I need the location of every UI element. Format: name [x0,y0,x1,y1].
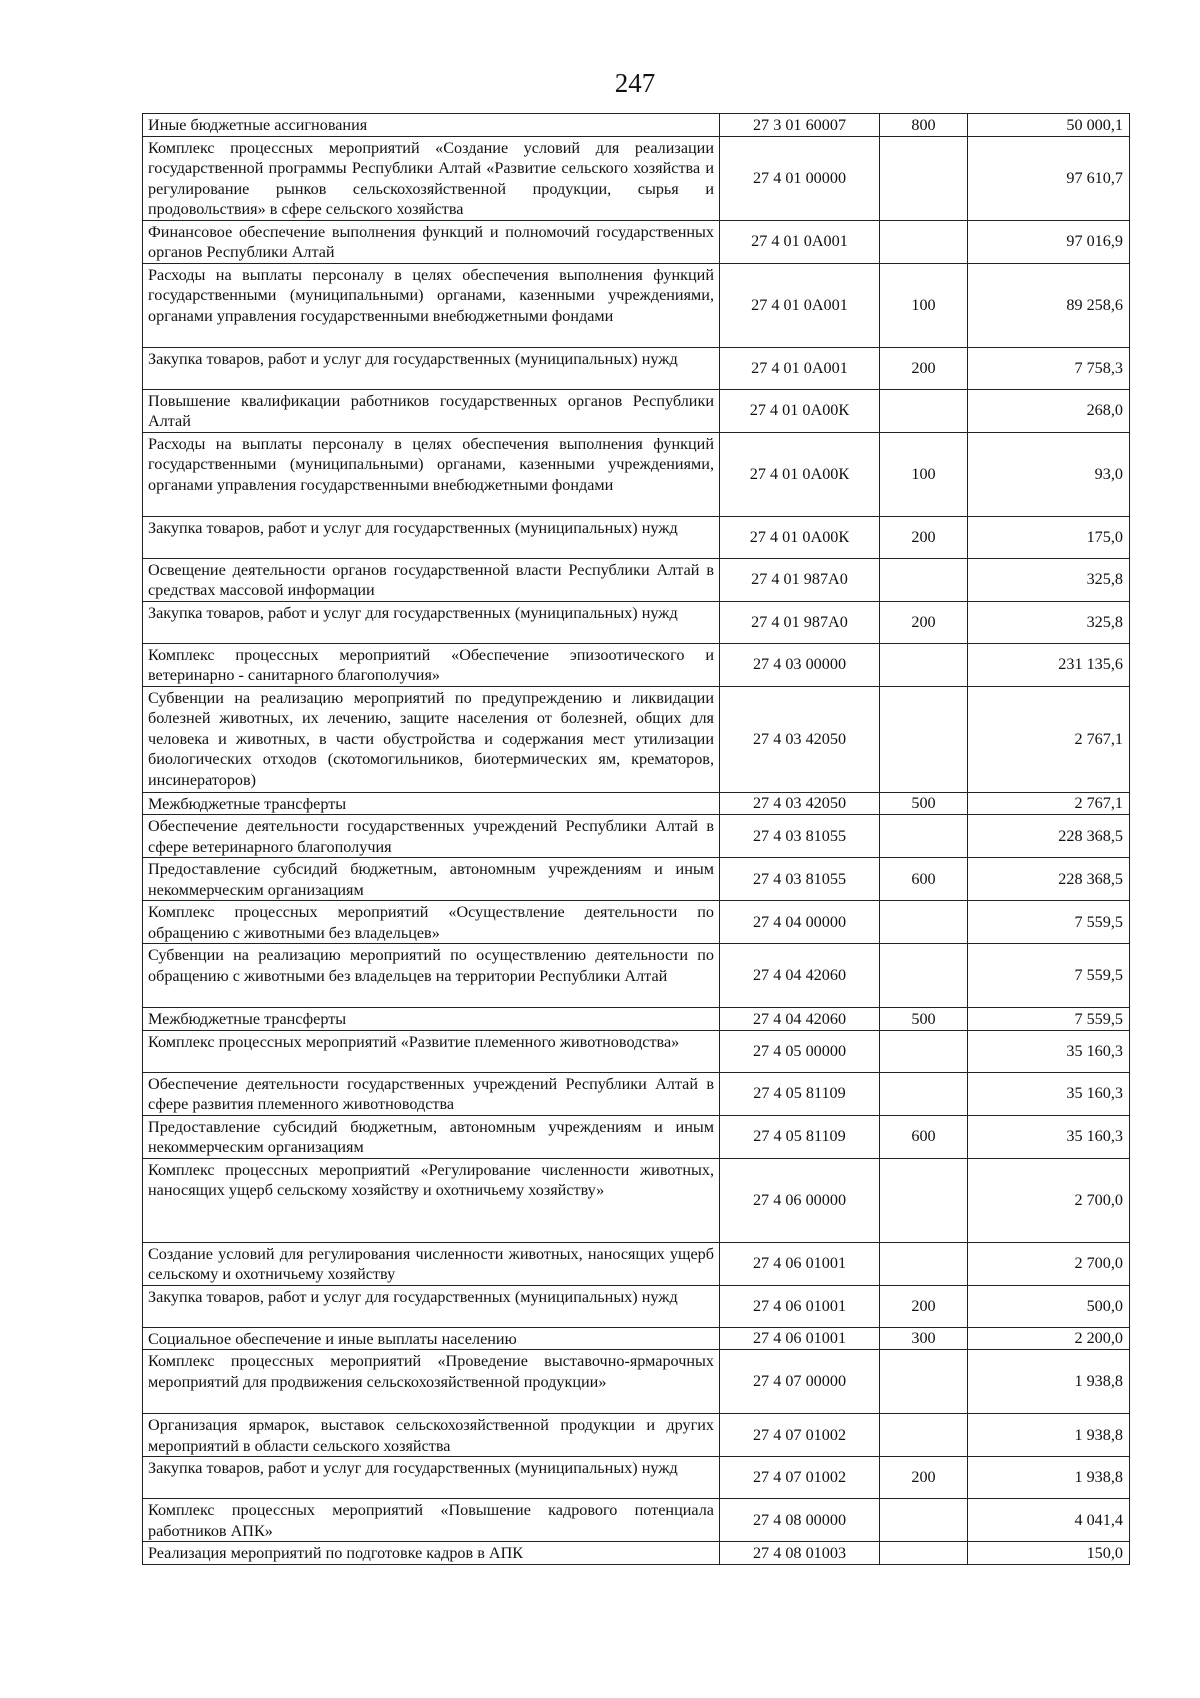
table-row [143,516,1130,558]
row-type [880,1158,968,1242]
row-code: 27 3 01 60007 [720,114,880,137]
row-name: Комплекс процессных мероприятий «Регулирование численности животных, наносящих ущерб сельскому хозяйству и охотничьему хозяйству» [143,1158,720,1242]
row-name: Обеспечение деятельности государственных учреждений Республики Алтай в сфере развития племенного животноводства [143,1072,720,1115]
row-type [880,1242,968,1285]
row-type [880,1414,968,1457]
table-row [143,901,1130,944]
row-amount: 1 938,8 [968,1350,1130,1414]
table-row [143,1008,1130,1031]
row-type [880,558,968,601]
row-name: Предоставление субсидий бюджетным, автономным учреждениям и иным некоммерческим организациям [143,1115,720,1158]
table-row [143,1072,1130,1115]
row-amount: 35 160,3 [968,1072,1130,1115]
row-amount: 2 700,0 [968,1158,1130,1242]
row-type: 200 [880,601,968,643]
row-amount: 93,0 [968,432,1130,516]
table-row [143,220,1130,263]
table-row [143,432,1130,516]
table-row [143,1285,1130,1327]
row-type [880,1542,968,1565]
table-row [143,1242,1130,1285]
row-type: 500 [880,792,968,815]
row-type [880,1072,968,1115]
row-type: 300 [880,1327,968,1350]
table-row [143,601,1130,643]
table-row [143,1158,1130,1242]
row-type: 200 [880,1285,968,1327]
row-code: 27 4 01 0А001 [720,263,880,347]
row-code: 27 4 01 00000 [720,136,880,220]
row-code: 27 4 04 42060 [720,944,880,1008]
row-code: 27 4 03 42050 [720,792,880,815]
row-type: 800 [880,114,968,137]
row-type [880,815,968,858]
row-name: Повышение квалификации работников государственных органов Республики Алтай [143,389,720,432]
row-amount: 228 368,5 [968,815,1130,858]
row-amount: 7 758,3 [968,347,1130,389]
table-row [143,347,1130,389]
row-code: 27 4 01 987А0 [720,601,880,643]
row-amount: 2 767,1 [968,686,1130,792]
row-amount: 228 368,5 [968,858,1130,901]
row-name: Иные бюджетные ассигнования [143,114,720,137]
row-code: 27 4 05 81109 [720,1072,880,1115]
row-name: Социальное обеспечение и иные выплаты населению [143,1327,720,1350]
row-code: 27 4 07 00000 [720,1350,880,1414]
budget-table [142,113,1130,1565]
row-name: Организация ярмарок, выставок сельскохозяйственной продукции и других мероприятий в области сельского хозяйства [143,1414,720,1457]
row-code: 27 4 06 01001 [720,1285,880,1327]
row-name: Межбюджетные трансферты [143,792,720,815]
row-code: 27 4 07 01002 [720,1457,880,1499]
row-type [880,944,968,1008]
row-name: Комплекс процессных мероприятий «Проведение выставочно-ярмарочных мероприятий для продвижения сельскохозяйственной продукции» [143,1350,720,1414]
row-code: 27 4 05 81109 [720,1115,880,1158]
row-code: 27 4 01 0А001 [720,220,880,263]
row-code: 27 4 01 0А001 [720,347,880,389]
row-amount: 175,0 [968,516,1130,558]
row-amount: 2 700,0 [968,1242,1130,1285]
row-code: 27 4 03 42050 [720,686,880,792]
table-row [143,389,1130,432]
row-type [880,136,968,220]
row-code: 27 4 03 81055 [720,815,880,858]
row-name: Комплекс процессных мероприятий «Повышение кадрового потенциала работников АПК» [143,1499,720,1542]
table-row [143,136,1130,220]
table-row [143,1457,1130,1499]
table-row [143,858,1130,901]
row-code: 27 4 08 00000 [720,1499,880,1542]
row-amount: 35 160,3 [968,1115,1130,1158]
row-code: 27 4 06 01001 [720,1327,880,1350]
table-row [143,944,1130,1008]
row-name: Финансовое обеспечение выполнения функций и полномочий государственных органов Республики Алтай [143,220,720,263]
row-code: 27 4 03 00000 [720,643,880,686]
table-row [143,1030,1130,1072]
row-type [880,643,968,686]
row-name: Закупка товаров, работ и услуг для государственных (муниципальных) нужд [143,516,720,558]
row-type: 200 [880,1457,968,1499]
row-amount: 35 160,3 [968,1030,1130,1072]
row-code: 27 4 07 01002 [720,1414,880,1457]
row-code: 27 4 01 0А00К [720,389,880,432]
row-code: 27 4 01 0А00К [720,432,880,516]
row-amount: 1 938,8 [968,1457,1130,1499]
table-row [143,643,1130,686]
row-amount: 97 610,7 [968,136,1130,220]
row-name: Реализация мероприятий по подготовке кадров в АПК [143,1542,720,1565]
row-name: Межбюджетные трансферты [143,1008,720,1031]
table-row [143,1115,1130,1158]
row-amount: 1 938,8 [968,1414,1130,1457]
row-name: Расходы на выплаты персоналу в целях обеспечения выполнения функций государственными (муниципальными) органами, казенными учреждениями, органами управления государственными внебюджетными фондами [143,432,720,516]
row-amount: 4 041,4 [968,1499,1130,1542]
row-amount: 2 200,0 [968,1327,1130,1350]
table-row [143,1499,1130,1542]
row-name: Субвенции на реализацию мероприятий по предупреждению и ликвидации болезней животных, их лечению, защите населения от болезней, общих для человека и животных, в части обустройства и содержания мест утилизации биологических отходов (скотомогильников, биотермических ям, крематоров, инсинераторов) [143,686,720,792]
row-code: 27 4 01 0А00К [720,516,880,558]
row-name: Субвенции на реализацию мероприятий по осуществлению деятельности по обращению с животными без владельцев на территории Республики Алтай [143,944,720,1008]
row-amount: 89 258,6 [968,263,1130,347]
row-name: Закупка товаров, работ и услуг для государственных (муниципальных) нужд [143,347,720,389]
row-name: Комплекс процессных мероприятий «Создание условий для реализации государственной программы Республики Алтай «Развитие сельского хозяйства и регулирование рынков сельскохозяйственной продукции, сырья и продовольствия» в сфере сельского хозяйства [143,136,720,220]
row-type: 100 [880,263,968,347]
row-code: 27 4 06 00000 [720,1158,880,1242]
page-number: 247 [614,68,656,98]
row-amount: 325,8 [968,558,1130,601]
row-amount: 97 016,9 [968,220,1130,263]
row-type [880,389,968,432]
table-row [143,1350,1130,1414]
row-type [880,1350,968,1414]
row-type: 600 [880,858,968,901]
row-amount: 325,8 [968,601,1130,643]
row-code: 27 4 06 01001 [720,1242,880,1285]
row-name: Закупка товаров, работ и услуг для государственных (муниципальных) нужд [143,1285,720,1327]
table-row [143,1327,1130,1350]
row-code: 27 4 05 00000 [720,1030,880,1072]
row-amount: 50 000,1 [968,114,1130,137]
row-amount: 231 135,6 [968,643,1130,686]
row-name: Комплекс процессных мероприятий «Осуществление деятельности по обращению с животными без владельцев» [143,901,720,944]
row-amount: 7 559,5 [968,901,1130,944]
row-amount: 7 559,5 [968,944,1130,1008]
row-type: 200 [880,516,968,558]
row-name: Создание условий для регулирования численности животных, наносящих ущерб сельскому и охотничьему хозяйству [143,1242,720,1285]
row-name: Комплекс процессных мероприятий «Развитие племенного животноводства» [143,1030,720,1072]
table-row [143,815,1130,858]
row-type [880,686,968,792]
table-row [143,1542,1130,1565]
row-amount: 2 767,1 [968,792,1130,815]
table-row [143,558,1130,601]
row-code: 27 4 01 987А0 [720,558,880,601]
row-code: 27 4 04 00000 [720,901,880,944]
row-type: 200 [880,347,968,389]
row-name: Закупка товаров, работ и услуг для государственных (муниципальных) нужд [143,1457,720,1499]
row-name: Комплекс процессных мероприятий «Обеспечение эпизоотического и ветеринарно - санитарного благополучия» [143,643,720,686]
row-amount: 7 559,5 [968,1008,1130,1031]
table-row [143,1414,1130,1457]
table-row [143,114,1130,137]
row-code: 27 4 08 01003 [720,1542,880,1565]
row-name: Предоставление субсидий бюджетным, автономным учреждениям и иным некоммерческим организациям [143,858,720,901]
row-name: Закупка товаров, работ и услуг для государственных (муниципальных) нужд [143,601,720,643]
row-name: Расходы на выплаты персоналу в целях обеспечения выполнения функций государственными (муниципальными) органами, казенными учреждениями, органами управления государственными внебюджетными фондами [143,263,720,347]
row-code: 27 4 04 42060 [720,1008,880,1031]
row-type [880,1499,968,1542]
row-amount: 500,0 [968,1285,1130,1327]
row-type: 500 [880,1008,968,1031]
table-row [143,792,1130,815]
row-type [880,901,968,944]
table-row [143,263,1130,347]
row-amount: 268,0 [968,389,1130,432]
row-name: Обеспечение деятельности государственных учреждений Республики Алтай в сфере ветеринарного благополучия [143,815,720,858]
table-row [143,686,1130,792]
row-code: 27 4 03 81055 [720,858,880,901]
row-amount: 150,0 [968,1542,1130,1565]
row-type [880,1030,968,1072]
row-type: 100 [880,432,968,516]
row-type [880,220,968,263]
row-type: 600 [880,1115,968,1158]
row-name: Освещение деятельности органов государственной власти Республики Алтай в средствах массовой информации [143,558,720,601]
